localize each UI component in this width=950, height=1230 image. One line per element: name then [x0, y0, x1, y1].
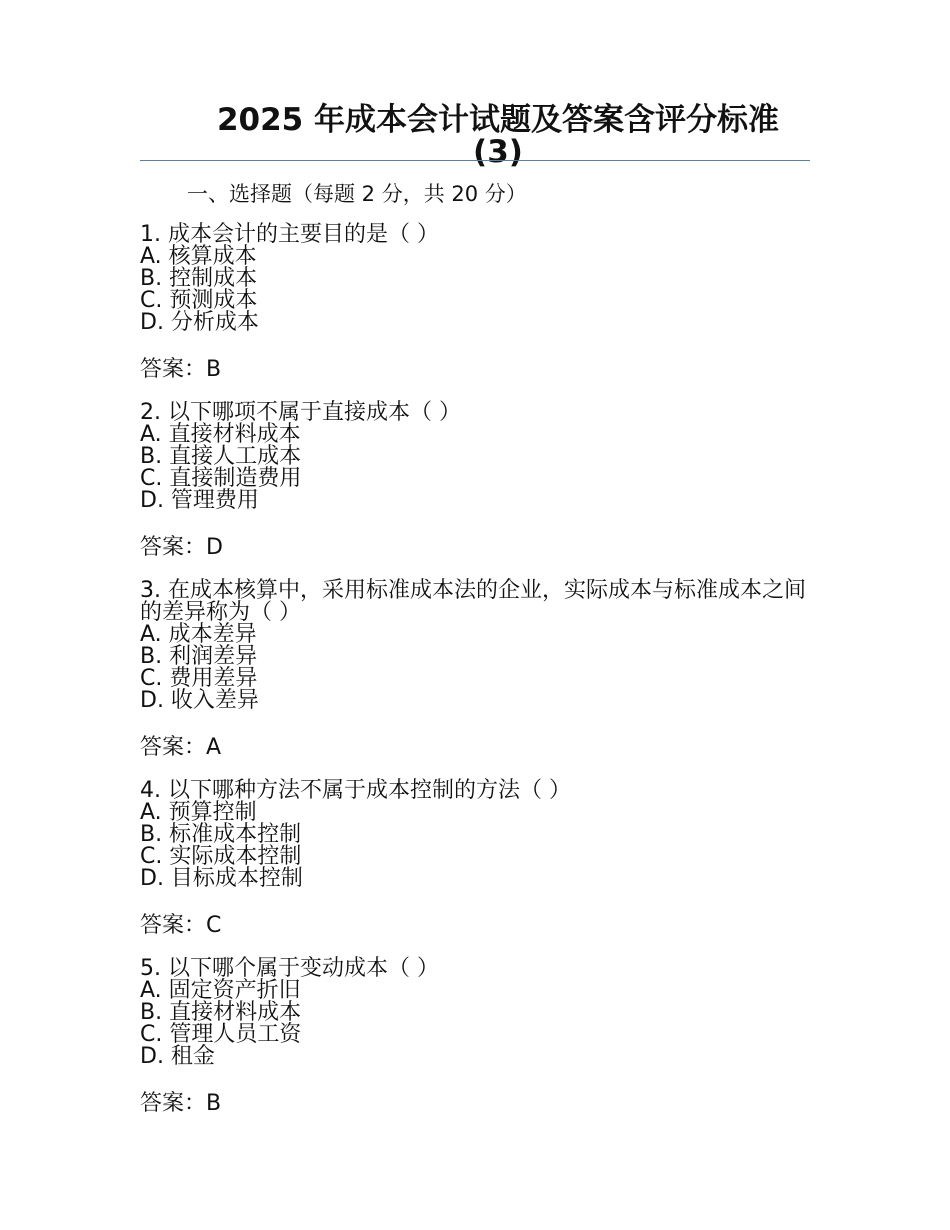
option-b: B. 直接材料成本: [140, 1000, 302, 1025]
option-a: A. 成本差异: [140, 622, 257, 647]
question-2: [140, 402, 810, 559]
question-3: [140, 580, 810, 759]
option-a: A. 直接材料成本: [140, 422, 301, 447]
question-4: [140, 780, 810, 937]
option-b: B. 直接人工成本: [140, 444, 302, 469]
answer: 答案：B: [140, 357, 222, 382]
answer: 答案：A: [140, 735, 222, 760]
answer: 答案：D: [140, 535, 223, 560]
option-b: B. 利润差异: [140, 644, 258, 669]
option-b: B. 标准成本控制: [140, 822, 302, 847]
question-list: [140, 224, 810, 1136]
answer: 答案：B: [140, 1091, 222, 1116]
option-a: A. 固定资产折旧: [140, 978, 301, 1003]
option-c: C. 实际成本控制: [140, 844, 302, 869]
option-d: D. 租金: [140, 1044, 215, 1069]
question-5: [140, 958, 810, 1115]
option-a: A. 核算成本: [140, 244, 257, 269]
document-title: [140, 104, 810, 168]
option-d: D. 收入差异: [140, 688, 259, 713]
option-d: D. 管理费用: [140, 488, 259, 513]
question-stem: 5. 以下哪个属于变动成本（ ）: [140, 956, 439, 981]
question-stem: 3. 在成本核算中，采用标准成本法的企业，实际成本与标准成本之间的差异称为（ ）: [140, 578, 806, 625]
question-stem: 2. 以下哪项不属于直接成本（ ）: [140, 400, 461, 425]
option-b: B. 控制成本: [140, 266, 258, 291]
option-d: D. 目标成本控制: [140, 866, 303, 891]
option-c: C. 费用差异: [140, 666, 258, 691]
question-1: [140, 224, 810, 381]
document-title-line-2: (3): [473, 134, 523, 170]
option-c: C. 管理人员工资: [140, 1022, 302, 1047]
question-stem: 1. 成本会计的主要目的是（ ）: [140, 222, 439, 247]
answer: 答案：C: [140, 913, 222, 938]
option-c: C. 预测成本: [140, 288, 258, 313]
question-stem: 4. 以下哪种方法不属于成本控制的方法（ ）: [140, 778, 571, 803]
option-a: A. 预算控制: [140, 800, 257, 825]
option-c: C. 直接制造费用: [140, 466, 302, 491]
title-divider: [140, 160, 810, 161]
option-d: D. 分析成本: [140, 310, 259, 335]
section-heading: 一、选择题（每题 2 分，共 20 分）: [187, 182, 527, 206]
document-title-line-1: 2025 年成本会计试题及答案含评分标准: [216, 102, 780, 138]
